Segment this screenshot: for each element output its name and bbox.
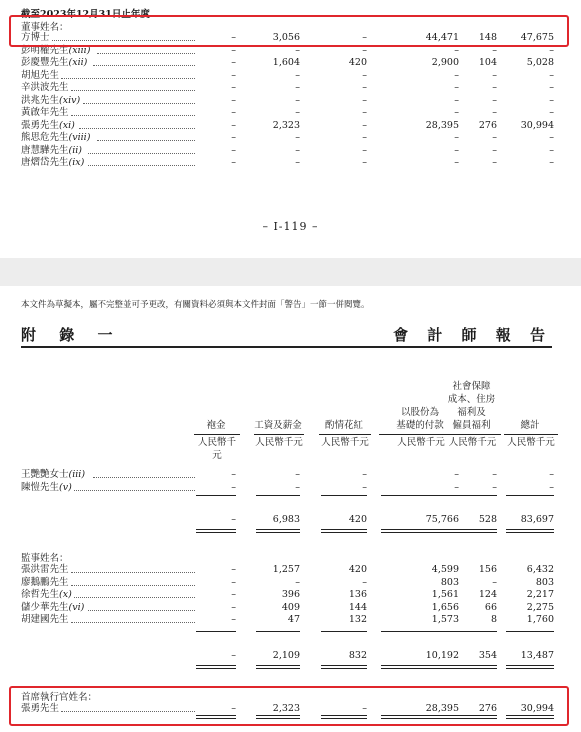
cell-col-5: –	[492, 157, 497, 168]
total-col-1: –	[231, 514, 236, 525]
sup-total-double-rule-2	[256, 665, 300, 669]
total-col-4: 75,766	[425, 514, 459, 525]
cell-col-6: –	[549, 469, 554, 480]
cell-col-4: 28,395	[425, 119, 459, 131]
cell-col-1: –	[231, 57, 236, 68]
cell-col-3: –	[362, 32, 367, 43]
cell-col-2: 1,604	[272, 57, 300, 68]
cell-col-5: –	[492, 576, 497, 588]
cell-col-2: –	[295, 82, 300, 93]
column-unit-6: 人民幣千元	[504, 434, 558, 449]
cell-col-6: 6,432	[526, 564, 554, 575]
leader-dots	[61, 66, 195, 79]
subtotal-rule-5	[446, 495, 497, 496]
total-double-rule-3	[321, 529, 367, 533]
cell-col-2: –	[295, 576, 300, 588]
row-note-ref: (iii)	[68, 469, 86, 480]
row-name-text: 方博士	[21, 32, 50, 43]
row-name-text: 王艷艷女士	[21, 469, 69, 480]
row-name-text: 儲少華先生	[21, 601, 69, 613]
cell-col-1: –	[231, 703, 236, 714]
row-note-ref: (xiv)	[59, 94, 81, 106]
sup-total-double-rule-3	[321, 665, 367, 669]
cell-col-6: –	[549, 107, 554, 118]
sup-subtotal-rule-6	[506, 631, 554, 632]
cell-col-1: –	[231, 69, 236, 81]
leader-dots	[88, 141, 195, 154]
cell-col-5: 276	[478, 119, 497, 131]
cell-col-3: –	[362, 94, 367, 106]
cell-col-3: –	[362, 69, 367, 81]
cell-col-3: –	[362, 119, 367, 131]
row-note-ref: (v)	[59, 481, 72, 493]
row-note-ref: (xiii)	[68, 44, 91, 56]
row-note-ref: (xii)	[68, 57, 88, 68]
draft-notice: 本文件為草擬本，屬不完整並可予更改，有關資料必須與本文件封面「警告」一節一併閱覽。	[21, 300, 370, 310]
total-col-5: 354	[478, 650, 497, 661]
cell-col-2: 3,056	[272, 32, 300, 43]
row-name-text: 胡建國先生	[21, 614, 69, 625]
cell-col-1: –	[231, 82, 236, 93]
report-heading: 會 計 師 報 告	[393, 326, 552, 344]
highlight-box-ceo	[9, 686, 569, 726]
leader-dots	[71, 610, 195, 623]
cell-col-4: –	[454, 94, 459, 106]
leader-dots	[74, 478, 195, 491]
cell-col-4: 2,900	[431, 57, 459, 68]
directors-section-label: 董事姓名：	[21, 22, 69, 33]
leader-dots	[74, 585, 195, 598]
cell-col-1: –	[231, 614, 236, 625]
cell-col-5: –	[492, 144, 497, 156]
cell-col-6: –	[549, 82, 554, 93]
total-double-rule-1	[196, 529, 236, 533]
row-name	[21, 613, 69, 626]
row-name	[21, 156, 84, 169]
report-page-bottom	[0, 286, 581, 732]
cell-col-6: –	[549, 44, 554, 56]
row-name-text: 廖鵝鵬先生	[21, 576, 69, 588]
cell-col-4: –	[454, 107, 459, 118]
cell-col-2: 396	[281, 589, 300, 600]
cell-col-1: –	[231, 107, 236, 118]
row-note-ref: (ix)	[68, 157, 85, 168]
cell-col-1: –	[231, 144, 236, 156]
cell-col-6: 803	[535, 576, 554, 588]
cell-col-6: –	[549, 144, 554, 156]
row-name-text: 熊思危先生	[21, 132, 69, 143]
cell-col-1: –	[231, 589, 236, 600]
cell-col-1: –	[231, 44, 236, 56]
row-name-text: 唐慧驊先生	[21, 144, 69, 156]
total-col-2: 2,109	[272, 650, 300, 661]
total-col-6: 13,487	[520, 650, 554, 661]
column-header-1: 袍金	[206, 420, 226, 431]
cell-col-5: 148	[478, 32, 497, 43]
row-name	[21, 106, 69, 119]
total-col-6: 83,697	[520, 514, 554, 525]
subtotal-rule-2	[256, 495, 300, 496]
row-name	[21, 563, 69, 576]
cell-col-6: 2,217	[526, 589, 554, 600]
cell-col-4: –	[454, 132, 459, 143]
director-row	[0, 156, 581, 169]
cell-col-4: 44,471	[425, 32, 459, 43]
cell-col-3: –	[362, 703, 367, 714]
cell-col-4: –	[454, 44, 459, 56]
cell-col-3: 132	[348, 614, 367, 625]
row-name-text: 辛洪波先生	[21, 82, 69, 93]
cell-col-6: 47,675	[520, 32, 554, 43]
cell-col-2: 409	[281, 601, 300, 613]
cell-col-3: 136	[348, 589, 367, 600]
column-header-4: 以股份為 基礎的付款	[396, 407, 444, 431]
row-name-text: 黃啟年先生	[21, 107, 69, 118]
cell-col-3: –	[362, 144, 367, 156]
cell-col-1: –	[231, 119, 236, 131]
supervisor-row	[0, 588, 581, 601]
cell-col-2: –	[295, 469, 300, 480]
column-header-6: 總計	[520, 420, 540, 431]
row-name-text: 張洪雷先生	[21, 564, 69, 575]
supervisors-total-row	[0, 649, 581, 662]
director-row	[0, 119, 581, 132]
row-name-text: 彭明權先生	[21, 44, 69, 56]
cell-col-5: 104	[478, 57, 497, 68]
cell-col-3: –	[362, 107, 367, 118]
director-row	[0, 481, 581, 494]
column-unit-4: 人民幣千元	[379, 434, 463, 449]
cell-col-3: –	[362, 576, 367, 588]
cell-col-5: 124	[478, 589, 497, 600]
subtotal-rule-6	[506, 495, 554, 496]
cell-col-4: –	[454, 469, 459, 480]
cell-col-3: 420	[348, 57, 367, 68]
cell-col-4: –	[454, 82, 459, 93]
row-name	[21, 119, 75, 132]
sup-total-double-rule-5	[446, 665, 497, 669]
cell-col-4: 803	[440, 576, 459, 588]
column-header-5: 社會保障 成本、住房 福利及 僱員福利	[447, 381, 496, 431]
cell-col-6: 1,760	[526, 614, 554, 625]
appendix-heading: 附 錄 一	[21, 326, 122, 344]
period-title: 截至2023年12月31日止年度	[21, 9, 150, 20]
cell-col-6: –	[549, 69, 554, 81]
cell-col-2: –	[295, 94, 300, 106]
leader-dots	[93, 465, 196, 478]
cell-col-5: –	[492, 94, 497, 106]
highlight-box-dr-fang	[9, 15, 569, 47]
cell-col-1: –	[231, 564, 236, 575]
cell-col-4: –	[454, 481, 459, 493]
heading-rule	[21, 346, 552, 348]
director-row	[0, 144, 581, 157]
row-name	[21, 481, 72, 494]
subtotal-rule-1	[196, 495, 236, 496]
cell-col-5: 8	[490, 614, 497, 625]
supervisors-section-label: 監事姓名：	[21, 553, 69, 564]
total-col-3: 420	[348, 514, 367, 525]
total-col-4: 10,192	[425, 650, 459, 661]
cell-col-6: –	[549, 481, 554, 493]
total-col-2: 6,983	[272, 514, 300, 525]
cell-col-3: –	[362, 44, 367, 56]
cell-col-3: 144	[348, 601, 367, 613]
leader-dots	[79, 116, 195, 129]
total-col-3: 832	[348, 650, 367, 661]
total-double-rule-6	[506, 529, 554, 533]
cell-col-4: 4,599	[431, 564, 459, 575]
row-name	[21, 81, 69, 94]
row-note-ref: (vi)	[68, 601, 85, 613]
cell-col-6: 5,028	[526, 57, 554, 68]
leader-dots	[71, 78, 195, 91]
cell-col-4: 1,561	[431, 589, 459, 600]
cell-col-1: –	[231, 32, 236, 43]
row-name-text: 唐熠岱先生	[21, 157, 69, 168]
cell-col-5: –	[492, 107, 497, 118]
cell-col-5: –	[492, 132, 497, 143]
total-col-1: –	[231, 650, 236, 661]
column-header-3: 酌情花紅	[324, 420, 363, 431]
cell-col-3: 420	[348, 564, 367, 575]
cell-col-3: –	[362, 481, 367, 493]
cell-col-6: –	[549, 94, 554, 106]
ceo-section-label: 首席執行官姓名：	[21, 692, 98, 703]
total-col-5: 528	[478, 514, 497, 525]
page-number: – I-119 –	[262, 220, 319, 233]
sup-subtotal-rule-1	[196, 631, 236, 632]
cell-col-2: –	[295, 481, 300, 493]
cell-col-3: –	[362, 157, 367, 168]
column-unit-5: 人民幣千元	[444, 434, 501, 449]
row-name-text: 彭慶豐先生	[21, 57, 69, 68]
cell-col-1: –	[231, 576, 236, 588]
cell-col-1: –	[231, 157, 236, 168]
total-double-rule-5	[446, 529, 497, 533]
cell-col-6: –	[549, 157, 554, 168]
cell-col-4: –	[454, 69, 459, 81]
column-unit-1: 人民幣千元	[194, 434, 240, 462]
row-note-ref: (xi)	[59, 119, 75, 131]
cell-col-2: –	[295, 44, 300, 56]
column-header-2: 工資及薪金	[254, 420, 302, 431]
leader-dots	[71, 560, 195, 573]
cell-col-5: –	[492, 481, 497, 493]
cell-col-6: –	[549, 132, 554, 143]
sup-subtotal-rule-3	[321, 631, 367, 632]
row-name-text: 胡旭先生	[21, 69, 60, 81]
cell-col-2: –	[295, 69, 300, 81]
supervisor-row	[0, 613, 581, 626]
cell-col-6: 2,275	[526, 601, 554, 613]
cell-col-5: 276	[478, 703, 497, 714]
cell-col-4: –	[454, 144, 459, 156]
leader-dots	[88, 598, 195, 611]
row-name-text: 徐哲先生	[21, 589, 60, 600]
row-name	[21, 588, 72, 601]
sup-total-double-rule-1	[196, 665, 236, 669]
cell-col-4: 28,395	[425, 703, 459, 714]
cell-col-5: 156	[478, 564, 497, 575]
row-name	[21, 144, 82, 157]
cell-col-5: –	[492, 44, 497, 56]
leader-dots	[71, 573, 195, 586]
cell-col-2: 2,323	[272, 119, 300, 131]
cell-col-2: 2,323	[272, 703, 300, 714]
directors-total-row	[0, 513, 581, 526]
cell-col-1: –	[231, 601, 236, 613]
cell-col-1: –	[231, 132, 236, 143]
cell-col-6: 30,994	[520, 703, 554, 714]
leader-dots	[88, 153, 195, 166]
cell-col-3: –	[362, 469, 367, 480]
cell-col-6: 30,994	[520, 119, 554, 131]
sup-total-double-rule-6	[506, 665, 554, 669]
leader-dots	[83, 91, 195, 104]
cell-col-5: –	[492, 82, 497, 93]
cell-col-4: –	[454, 157, 459, 168]
director-row	[0, 131, 581, 144]
row-name-text: 張勇先生	[21, 703, 60, 714]
cell-col-5: –	[492, 469, 497, 480]
cell-col-2: –	[295, 132, 300, 143]
leader-dots	[71, 103, 195, 116]
sup-subtotal-rule-5	[446, 631, 497, 632]
cell-col-1: –	[231, 469, 236, 480]
cell-col-1: –	[231, 481, 236, 493]
column-unit-2: 人民幣千元	[254, 434, 304, 449]
cell-col-3: –	[362, 82, 367, 93]
cell-col-4: 1,573	[431, 614, 459, 625]
cell-col-2: 1,257	[272, 564, 300, 575]
row-name-text: 張勇先生	[21, 119, 60, 131]
leader-dots	[93, 53, 196, 66]
row-note-ref: (viii)	[68, 132, 91, 143]
cell-col-2: 47	[287, 614, 300, 625]
row-name	[21, 131, 90, 144]
row-note-ref: (ii)	[68, 144, 83, 156]
row-name-text: 洪兆先生	[21, 94, 60, 106]
sup-subtotal-rule-2	[256, 631, 300, 632]
row-name	[21, 69, 59, 82]
cell-col-4: 1,656	[431, 601, 459, 613]
subtotal-rule-3	[321, 495, 367, 496]
column-unit-3: 人民幣千元	[319, 434, 371, 449]
row-note-ref: (x)	[59, 589, 72, 600]
cell-col-2: –	[295, 107, 300, 118]
total-double-rule-2	[256, 529, 300, 533]
row-name-text: 陳愷先生	[21, 481, 60, 493]
leader-dots	[97, 128, 195, 141]
cell-col-5: –	[492, 69, 497, 81]
cell-col-2: –	[295, 157, 300, 168]
page-gap	[0, 258, 581, 286]
cell-col-5: 66	[484, 601, 497, 613]
cell-col-1: –	[231, 94, 236, 106]
cell-col-3: –	[362, 132, 367, 143]
cell-col-2: –	[295, 144, 300, 156]
row-name	[21, 576, 69, 589]
